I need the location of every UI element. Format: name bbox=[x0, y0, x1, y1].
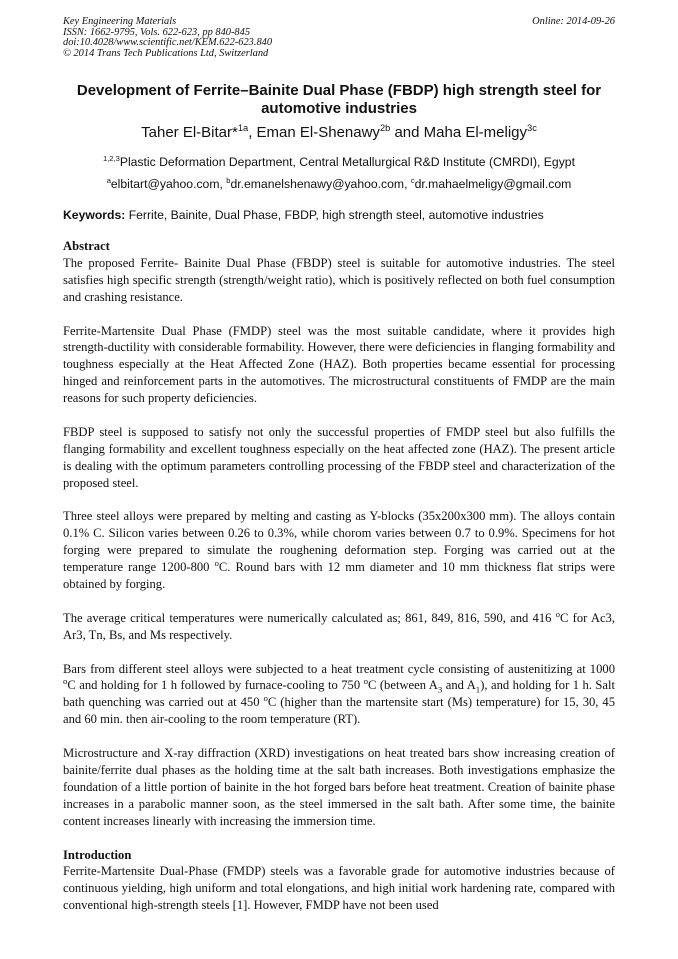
degree-sup: o bbox=[63, 676, 68, 687]
text-run: C (higher than the martensite start (Ms) temperature) for 15, 30, 45 and 60 min. then air-cooling to the room temperature (RT). bbox=[63, 695, 615, 727]
author-1-sup: 1a bbox=[237, 123, 249, 133]
email-a-sup: a bbox=[106, 175, 111, 185]
abstract-paragraph bbox=[63, 661, 615, 729]
email-b: dr.emanelshenawy@yahoo.com, bbox=[230, 177, 411, 191]
keywords-text: Ferrite, Bainite, Dual Phase, FBDP, high strength steel, automotive industries bbox=[125, 208, 544, 222]
journal-name: Key Engineering Materials bbox=[63, 16, 177, 27]
text-run: and A bbox=[442, 678, 476, 693]
affiliation bbox=[63, 155, 615, 169]
degree-sup: o bbox=[555, 608, 561, 619]
author-2-name: Eman El-Shenawy bbox=[256, 124, 380, 141]
text-run: Three steel alloys were prepared by melting and casting as Y-blocks (35x200x300 mm). The alloys contain 0.1% C. Silicon varies between 0.26 to 0.3%, while chorom varies between 0.7 to 0.9%. Specimens for hot forging were prepared to simulate the roughening deformation step. Forging was carried out at the temperature range 1200-800 bbox=[63, 509, 615, 575]
text-run: C (between A bbox=[368, 678, 438, 693]
text-run: ), and holding for 1 h. Salt bath quenching was carried out at 450 bbox=[63, 678, 615, 710]
paper-title: Development of Ferrite–Bainite Dual Phase (FBDP) high strength steel for automotive industries bbox=[76, 82, 602, 117]
subscript: 1 bbox=[475, 685, 481, 695]
text-run: C. Round bars with 12 mm diameter and 10 mm thickness flat strips were obtained by forging. bbox=[63, 560, 615, 592]
email-c-sup: c bbox=[410, 175, 415, 185]
abstract-paragraph: FBDP steel is supposed to satisfy not only the successful properties of FMDP steel but also fulfills the flanging formability and excellent toughness especially on the heat affected zone (HAZ). The present article is dealing with the optimum parameters controlling processing of the FBDP steel and characterization of the proposed steel. bbox=[63, 424, 615, 490]
email-a: elbitart@yahoo.com, bbox=[110, 177, 227, 191]
author-2-sup: 2b bbox=[379, 123, 391, 133]
author-separator: and bbox=[390, 124, 424, 141]
paper-body bbox=[63, 238, 615, 914]
journal-issn: ISSN: 1662-9795, Vols. 622-623, pp 840-845 bbox=[63, 26, 251, 38]
abstract-paragraph: Ferrite-Martensite Dual Phase (FMDP) steel was the most suitable candidate, where it provides high strength-ductility with considerable formability. However, there were deficiencies in flanging formability and toughness especially at the Heat Affected Zone (HAZ). Both properties became essential for processing hinged and reinforcement parts in the automotives. The microstructural constituents of FMDP are the main reasons for such property deficiencies. bbox=[63, 323, 615, 406]
abstract-paragraph bbox=[63, 610, 615, 644]
abstract-paragraph: Microstructure and X-ray diffraction (XRD) investigations on heat treated bars show increasing creation of bainite/ferrite dual phases as the holding time at the salt bath increases. Both investigations emphasize the foundation of a little portion of bainite in the hot forged bars before heat treatment. Creation of bainite phase increases in a parabolic manner soon, as the steel immersed in the salt bath. After some time, the bainite content increases linearly with increasing the immersion time. bbox=[63, 746, 615, 828]
author-1-name: Taher El-Bitar* bbox=[141, 124, 238, 141]
keywords-label: Keywords: bbox=[63, 208, 126, 222]
text-run: Bars from different steel alloys were subjected to a heat treatment cycle consisting of austenitizing at 1000 bbox=[63, 661, 615, 676]
author-3-name: Maha El-meligy bbox=[423, 124, 528, 141]
online-date: Online: 2014-09-26 bbox=[532, 16, 615, 27]
abstract-paragraph: The proposed Ferrite- Bainite Dual Phase (FBDP) steel is suitable for automotive industries. The steel satisfies high specific strength (strength/weight ratio), which is positively reflected on both fuel consumption and crashing resistance. bbox=[63, 255, 615, 304]
keywords bbox=[63, 208, 615, 222]
degree-sup: o bbox=[214, 557, 219, 568]
degree-sup: o bbox=[363, 676, 368, 687]
text-run: The average critical temperatures were numerically calculated as; 861, 849, 816, 590, and 416 bbox=[63, 610, 556, 625]
affiliation-sup: 1,2,3 bbox=[103, 153, 120, 163]
journal-copyright: © 2014 Trans Tech Publications Ltd, Switzerland bbox=[63, 47, 269, 59]
text-run: C and holding for 1 h followed by furnace-cooling to 750 bbox=[67, 678, 364, 693]
abstract-heading: Abstract bbox=[63, 239, 110, 253]
journal-doi: doi:10.4028/www.scientific.net/KEM.622-623.840 bbox=[63, 37, 273, 49]
abstract-paragraph bbox=[63, 508, 615, 593]
email-c: dr.mahaelmeligy@gmail.com bbox=[414, 177, 572, 191]
author-separator: , bbox=[248, 124, 257, 141]
author-emails bbox=[63, 177, 615, 191]
text-run: C for Ac3, Ar3, Tn, Bs, and Ms respectively. bbox=[63, 610, 615, 642]
author-3-sup: 3c bbox=[527, 123, 537, 133]
affiliation-text: Plastic Deformation Department, Central Metallurgical R&D Institute (CMRDI), Egypt bbox=[119, 155, 575, 169]
degree-sup: o bbox=[263, 693, 268, 704]
subscript: 3 bbox=[437, 685, 443, 695]
journal-header bbox=[63, 17, 615, 59]
email-b-sup: b bbox=[226, 175, 231, 185]
introduction-heading: Introduction bbox=[63, 847, 132, 862]
introduction-paragraph: Ferrite-Martensite Dual-Phase (FMDP) steels was a favorable grade for automotive industries because of continuous yielding, high uniform and total elongations, and high initial work hardening rate, compared with conventional high-strength steels [1]. However, FMDP have not been used bbox=[63, 864, 615, 913]
author-list bbox=[63, 124, 615, 142]
